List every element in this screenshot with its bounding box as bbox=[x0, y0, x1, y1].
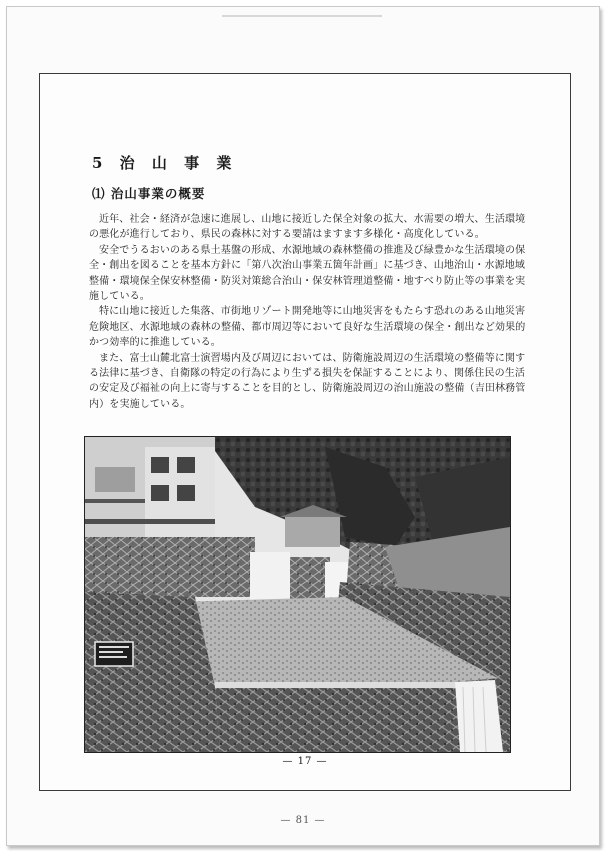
paragraph: また、富士山麓北富士演習場内及び周辺においては、防衛施設周辺の生活環境の整備等に関する法律に基づき、自衛隊の特定の行為により生ずる損失を保証することにより、関係住民の生活の安定及び福祉の向上に寄与することを目的とし、防衛施設周辺の治山施設の整備（吉田林務管内）を実施している。 bbox=[89, 352, 526, 410]
scan-mark bbox=[222, 15, 382, 17]
body-text bbox=[89, 212, 529, 412]
section-title: 5 治 山 事 業 bbox=[92, 154, 238, 172]
inner-page-number: — 17 — bbox=[282, 756, 328, 767]
check-dam-photo bbox=[84, 436, 511, 753]
subsection-title: ⑴ 治山事業の概要 bbox=[92, 186, 206, 201]
paragraph: 特に山地に接近した集落、市街地リゾート開発地等に山地災害をもたらす恐れのある山地災害危険地区、水源地域の森林の整備、都市周辺等において良好な生活環境の保全・創出など効果的かつ効率的に推進している。 bbox=[89, 306, 526, 349]
paragraph: 安全でうるおいのある県土基盤の形成、水源地域の森林整備の推進及び緑豊かな生活環境の保全・創出を図ることを基本方針に「第八次治山事業五箇年計画」に基づき、山地治山・水源地域整備・環境保全保安林整備・防災対策総合治山・保安林管理道整備・地すべり防止等の事業を実施している。 bbox=[89, 244, 526, 303]
scanned-sheet bbox=[6, 6, 600, 846]
paragraph: 近年、社会・経済が急速に進展し、山地に接近した保全対象の拡大、水需要の増大、生活環境の悪化が進行しており、県民の森林に対する要請はますます多様化・高度化している。 bbox=[89, 214, 526, 241]
outer-page-number: — 81 — bbox=[280, 815, 326, 826]
photo-illustration bbox=[85, 437, 510, 752]
page-frame bbox=[39, 73, 571, 791]
